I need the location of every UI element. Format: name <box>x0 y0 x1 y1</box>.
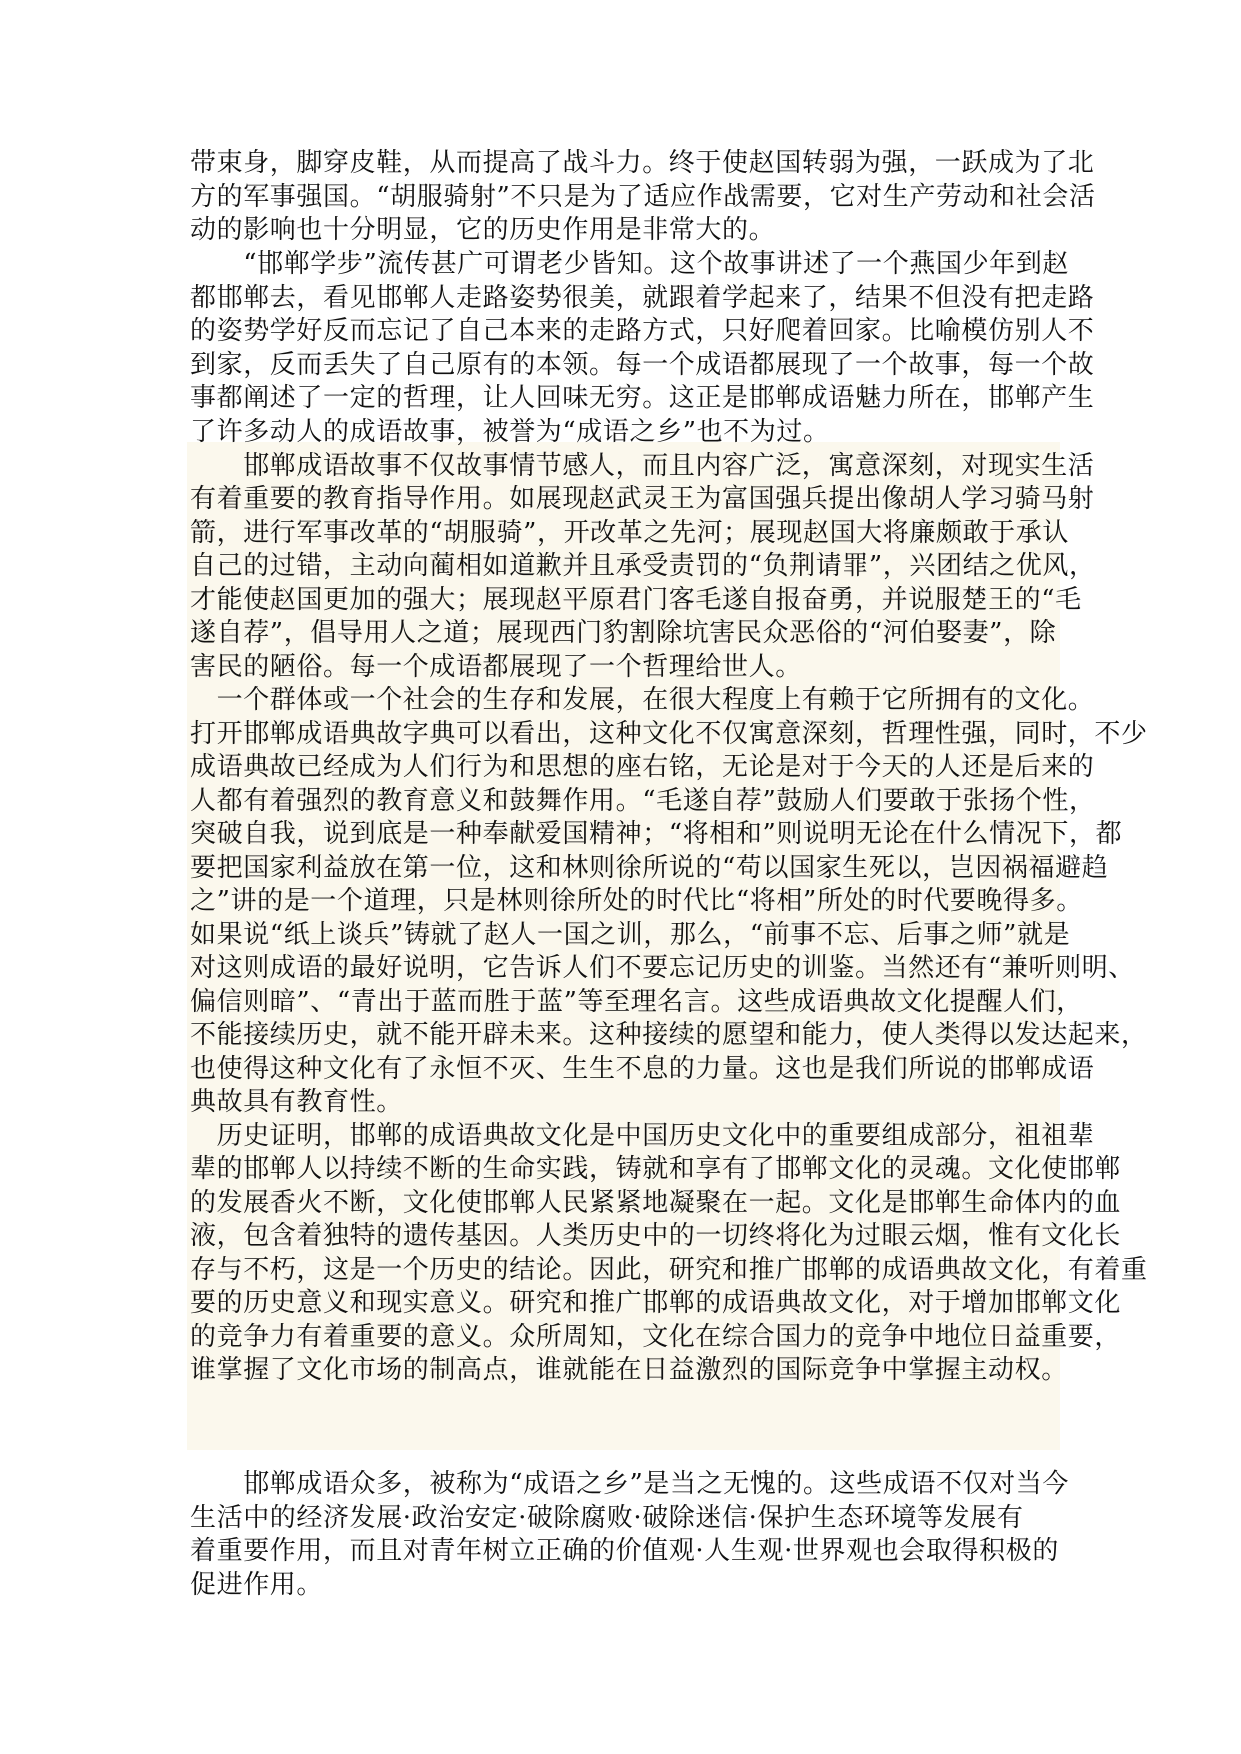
text-line: 一个群体或一个社会的生存和发展，在很大程度上有赖于它所拥有的文化。 <box>190 685 1095 715</box>
text-line: 遂自荐”，倡导用人之道；展现西门豹割除坑害民众恶俗的“河伯娶妻”，除 <box>190 618 1057 648</box>
text-line: 事都阐述了一定的哲理，让人回味无穷。这正是邯郸成语魅力所在，邯郸产生 <box>190 383 1095 413</box>
text-line: 对这则成语的最好说明，它告诉人们不要忘记历史的训鉴。当然还有“兼听则明、 <box>190 953 1135 983</box>
text-line: 才能使赵国更加的强大；展现赵平原君门客毛遂自报奋勇，并说服楚王的“毛 <box>190 585 1082 615</box>
text-line: 液，包含着独特的遗传基因。人类历史中的一切终将化为过眼云烟，惟有文化长 <box>190 1221 1122 1251</box>
text-line: 也使得这种文化有了永恒不灭、生生不息的力量。这也是我们所说的邯郸成语 <box>190 1054 1095 1084</box>
text-line: 有着重要的教育指导作用。如展现赵武灵王为富国强兵提出像胡人学习骑马射 <box>190 484 1095 514</box>
text-line: 打开邯郸成语典故字典可以看出，这种文化不仅寓意深刻，哲理性强，同时，不少 <box>190 719 1148 749</box>
text-line: 促进作用。 <box>190 1570 324 1600</box>
text-line: 到家，反而丢失了自己原有的本领。每一个成语都展现了一个故事，每一个故 <box>190 350 1095 380</box>
text-line: 要的历史意义和现实意义。研究和推广邯郸的成语典故文化，对于增加邯郸文化 <box>190 1288 1122 1318</box>
text-line: 谁掌握了文化市场的制高点，谁就能在日益激烈的国际竞争中掌握主动权。 <box>190 1355 1068 1385</box>
text-line: 要把国家利益放在第一位，这和林则徐所说的“苟以国家生死以，岂因祸福避趋 <box>190 853 1109 883</box>
text-line: 方的军事强国。“胡服骑射”不只是为了适应作战需要，它对生产劳动和社会活 <box>190 182 1096 212</box>
text-line: 偏信则暗”、“青出于蓝而胜于蓝”等至理名言。这些成语典故文化提醒人们， <box>190 987 1083 1017</box>
text-line: 之”讲的是一个道理，只是林则徐所处的时代比“将相”所处的时代要晚得多。 <box>190 886 1083 916</box>
text-line: 突破自我，说到底是一种奉献爱国精神；“将相和”则说明无论在什么情况下，都 <box>190 819 1123 849</box>
text-line: 不能接续历史，就不能开辟未来。这种接续的愿望和能力，使人类得以发达起来， <box>190 1020 1148 1050</box>
text-line: 着重要作用，而且对青年树立正确的价值观·人生观·世界观也会取得积极的 <box>190 1536 1059 1566</box>
text-line: 人都有着强烈的教育意义和鼓舞作用。“毛遂自荐”鼓励人们要敢于张扬个性， <box>190 786 1096 816</box>
text-line: 的姿势学好反而忘记了自己本来的走路方式，只好爬着回家。比喻模仿别人不 <box>190 316 1095 346</box>
text-line: 存与不朽，这是一个历史的结论。因此，研究和推广邯郸的成语典故文化，有着重 <box>190 1255 1148 1285</box>
text-line: 的发展香火不断，文化使邯郸人民紧紧地凝聚在一起。文化是邯郸生命体内的血 <box>190 1188 1122 1218</box>
text-line: 生活中的经济发展·政治安定·破除腐败·破除迷信·保护生态环境等发展有 <box>190 1503 1024 1533</box>
text-line: 典故具有教育性。 <box>190 1087 403 1117</box>
text-line: “邯郸学步”流传甚广可谓老少皆知。这个故事讲述了一个燕国少年到赵 <box>190 249 1069 279</box>
text-line: 了许多动人的成语故事，被誉为“成语之乡”也不为过。 <box>190 417 830 447</box>
text-line: 带束身，脚穿皮鞋，从而提高了战斗力。终于使赵国转弱为强，一跃成为了北 <box>190 148 1095 178</box>
text-line: 动的影响也十分明显，它的历史作用是非常大的。 <box>190 215 776 245</box>
text-line: 箭，进行军事改革的“胡服骑”，开改革之先河；展现赵国大将廉颇敢于承认 <box>190 518 1069 548</box>
text-line: 自己的过错，主动向蔺相如道歉并且承受责罚的“负荆请罪”，兴团结之优风， <box>190 551 1096 581</box>
text-line: 都邯郸去，看见邯郸人走路姿势很美，就跟着学起来了，结果不但没有把走路 <box>190 283 1095 313</box>
text-line: 成语典故已经成为人们行为和思想的座右铭，无论是对于今天的人还是后来的 <box>190 752 1095 782</box>
text-line: 害民的陋俗。每一个成语都展现了一个哲理给世人。 <box>190 652 802 682</box>
text-line: 历史证明，邯郸的成语典故文化是中国历史文化中的重要组成部分，祖祖辈 <box>190 1121 1095 1151</box>
text-line: 邯郸成语众多，被称为“成语之乡”是当之无愧的。这些成语不仅对当今 <box>190 1469 1069 1499</box>
text-line: 如果说“纸上谈兵”铸就了赵人一国之训，那么，“前事不忘、后事之师”就是 <box>190 920 1071 950</box>
text-line: 辈的邯郸人以持续不断的生命实践，铸就和享有了邯郸文化的灵魂。文化使邯郸 <box>190 1154 1122 1184</box>
text-line: 的竞争力有着重要的意义。众所周知，文化在综合国力的竞争中地位日益重要， <box>190 1322 1122 1352</box>
text-line: 邯郸成语故事不仅故事情节感人，而且内容广泛，寓意深刻，对现实生活 <box>190 451 1095 481</box>
